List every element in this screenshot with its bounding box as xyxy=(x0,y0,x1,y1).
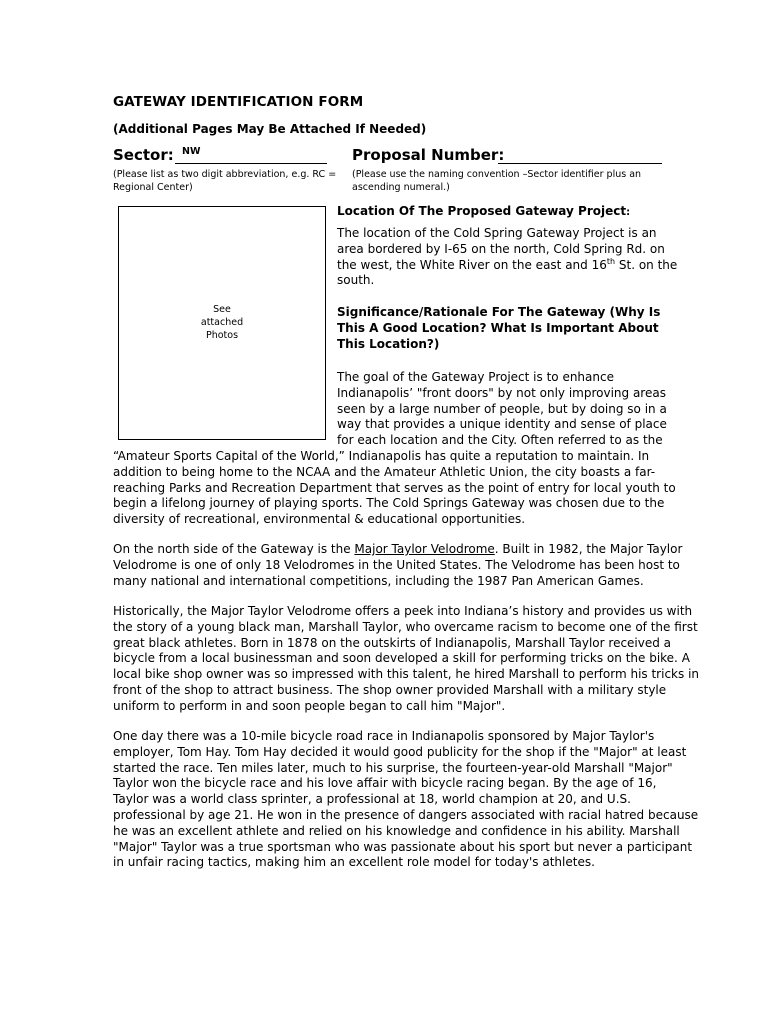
history-paragraph xyxy=(113,604,699,715)
location-line: area bordered by I-65 on the north, Cold Spring Rd. on xyxy=(337,241,665,256)
race-line: professional by age 21. He won in the presence of dangers associated with racial hatred because xyxy=(113,807,699,822)
race-line: "Major" Taylor was a true sportsman who was passionate about his sport but never a participant xyxy=(113,839,693,854)
location-line: south. xyxy=(337,273,375,288)
goal-line: seen by a large number of people, but by doing so in a xyxy=(337,401,667,416)
velodrome-line xyxy=(113,542,682,558)
significance-heading-line: Significance/Rationale For The Gateway (Why Is xyxy=(337,305,661,319)
significance-heading-line: This Location?) xyxy=(337,337,440,351)
ordinal-suffix: th xyxy=(606,256,616,266)
location-line-part: the west, the White River on the east and 16 xyxy=(337,257,607,272)
photo-text-line: Photos xyxy=(205,330,239,341)
goal-line: begin a lifelong journey of playing sports. The Cold Springs Gateway was chosen due to the xyxy=(113,496,665,511)
history-line: front of the shop to attract business. The shop owner provided Marshall with a military style xyxy=(113,682,667,697)
location-heading xyxy=(337,203,630,221)
form-title: GATEWAY IDENTIFICATION FORM xyxy=(113,94,364,110)
history-line: local bike shop owner was so impressed with this talent, he hired Marshall to perform his tricks in xyxy=(113,667,700,682)
velodrome-line-part: On the north side of the Gateway is the xyxy=(113,542,355,556)
form-subtitle: (Additional Pages May Be Attached If Needed) xyxy=(113,122,427,136)
goal-paragraph-wide xyxy=(113,449,676,528)
major-taylor-velodrome-link[interactable]: Major Taylor Velodrome xyxy=(354,542,495,556)
goal-line: way that provides a unique identity and sense of place xyxy=(337,417,667,432)
goal-paragraph-narrow xyxy=(337,370,667,449)
photo-box xyxy=(118,206,326,440)
goal-line: reaching Parks and Recreation Department that serves as the point of entry for local youth to xyxy=(113,480,676,495)
race-line: One day there was a 10-mile bicycle road race in Indianapolis sponsored by Major Taylor's xyxy=(113,729,655,743)
history-line: bicycle from a local businessman and soon developed a skill for performing tricks on the bike. A xyxy=(113,651,690,666)
history-line: the story of a young black man, Marshall Taylor, who overcame racism to become one of the first xyxy=(113,619,698,634)
sector-value: NW xyxy=(182,146,201,157)
proposal-number-field-line[interactable] xyxy=(498,145,662,164)
race-line: he was an excellent athlete and relied on his knowledge and confidence in his ability. Marshall xyxy=(113,823,680,838)
location-line: The location of the Cold Spring Gateway Project is an xyxy=(337,226,657,240)
race-line: Taylor won the bicycle race and his love affair with bicycle racing began. By the age of 16, xyxy=(113,776,657,791)
race-line: Taylor was a world class sprinter, a professional at 18, world champion at 20, and U.S. xyxy=(113,792,631,807)
sector-note-line: (Please list as two digit abbreviation, e.g. RC = xyxy=(113,169,337,180)
proposal-number-label: Proposal Number: xyxy=(352,146,505,164)
proposal-note-line: ascending numeral.) xyxy=(352,182,450,193)
race-paragraph xyxy=(113,729,698,871)
location-heading-colon: : xyxy=(626,207,631,218)
location-text xyxy=(337,226,677,289)
goal-line: Indianapolis’ "front doors" by not only improving areas xyxy=(337,385,666,400)
velodrome-line: many national and international competitions, including the 1987 Pan American Games. xyxy=(113,573,644,588)
significance-heading-line: This A Good Location? What Is Important About xyxy=(337,321,659,335)
location-heading-text: Location Of The Proposed Gateway Project xyxy=(337,204,627,218)
photo-text-line: See xyxy=(213,304,231,315)
photo-placeholder-text xyxy=(119,303,325,342)
goal-line: for each location and the City. Often referred to as the xyxy=(337,433,663,448)
location-line-part: St. on the xyxy=(615,257,678,272)
proposal-note xyxy=(352,168,641,194)
location-line xyxy=(337,258,677,274)
race-line: started the race. Ten miles later, much to his surprise, the fourteen-year-old Marshall "Major" xyxy=(113,760,673,775)
proposal-note-line: (Please use the naming convention –Sector identifier plus an xyxy=(352,169,642,180)
sector-note xyxy=(113,168,336,194)
race-line: employer, Tom Hay. Tom Hay decided it would good publicity for the shop if the "Major" at least xyxy=(113,744,687,759)
velodrome-line-part: . Built in 1982, the Major Taylor xyxy=(494,542,683,556)
goal-line: The goal of the Gateway Project is to enhance xyxy=(337,370,614,384)
history-line: Historically, the Major Taylor Velodrome offers a peek into Indiana’s history and provides us with xyxy=(113,604,693,618)
goal-line: diversity of recreational, environmental & educational opportunities. xyxy=(113,512,526,527)
photo-text-line: attached xyxy=(200,317,244,328)
history-line: uniform to perform in and soon people began to call him "Major". xyxy=(113,698,506,713)
history-line: great black athletes. Born in 1878 on the outskirts of Indianapolis, Marshall Taylor received a xyxy=(113,635,672,650)
sector-note-line: Regional Center) xyxy=(113,182,193,193)
race-line: in unfair racing tactics, making him an excellent role model for today's athletes. xyxy=(113,855,595,870)
significance-heading xyxy=(337,304,660,352)
velodrome-paragraph xyxy=(113,542,682,589)
goal-line: addition to being home to the NCAA and the Amateur Athletic Union, the city boasts a far- xyxy=(113,464,656,479)
goal-line: “Amateur Sports Capital of the World,” Indianapolis has quite a reputation to maintain. In xyxy=(113,449,650,463)
velodrome-line: Velodrome is one of only 18 Velodromes in the United States. The Velodrome has been host to xyxy=(113,557,680,572)
sector-label: Sector: xyxy=(113,146,174,164)
